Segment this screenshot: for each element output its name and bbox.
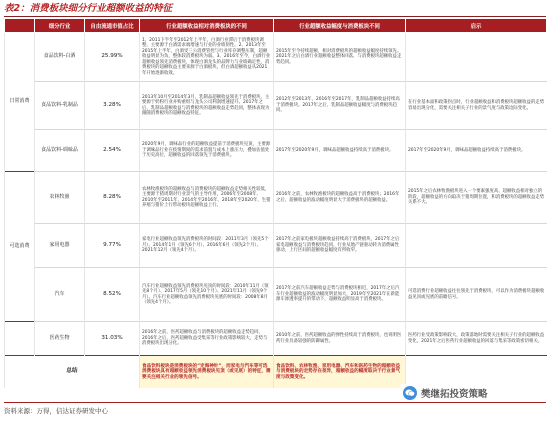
header-insight: 启示 xyxy=(406,19,547,33)
category-cell: 日常消费 xyxy=(5,33,35,172)
table-row xyxy=(5,322,547,356)
excess-diff-cell: 2020年9月，调味品行业的超额收益提前于消费板块见顶，主要源于调味品行业在疫情期间的需求前置与成本上涨压力，叠加估值处于历史高位，超额收益的回落领先于消费板块。 xyxy=(140,130,274,172)
excess-diff-cell: 农林牧渔板块的超额收益与消费板块的超额收益走势相关性较低，主要源于猪周期对行业景气的主导作用，2006年至2008年、2010年至2011年、2014年至2016年、2018年至2020年，生猪养殖与猪价上行带动板块超额收益上行。 xyxy=(140,172,274,224)
sub-industry-cell: 汽车 xyxy=(35,268,85,322)
sub-industry-cell: 家用电器 xyxy=(35,224,85,268)
header-excess-magnitude: 行业超额收益幅度与消费板块不同 xyxy=(274,19,406,33)
table-row xyxy=(5,33,547,82)
insight-cell: 在行业基本面和政策拐点时，行业超额收益和消费板块超额收益的走势容易出现分化，需要关注相关子行业的景气度与政策边际变化。 xyxy=(406,82,547,130)
sub-industry-cell: 食品饮料-白酒 xyxy=(35,33,85,82)
excess-magnitude-cell: 2017年至2020年9月，调味品超额收益持续高于消费板块。 xyxy=(274,130,406,172)
market-cap-share-cell: 8.28% xyxy=(85,172,140,224)
table-row xyxy=(5,82,547,130)
summary-excess-magnitude: 食品饮料、农林牧渔、家用电器、汽车和医药生物的超额收益与消费板块的走势存在差异，超额收益的幅度取决于行业景气度与政策变化。 xyxy=(274,356,406,389)
table-row xyxy=(5,130,547,172)
table-row xyxy=(5,172,547,224)
category-cell: 可选消费 xyxy=(5,172,35,322)
header-market-cap-share: 自由流通市值占比 xyxy=(85,19,140,33)
table-title: 表2：消费板块细分行业超额收益的特征 xyxy=(4,3,173,14)
wechat-logo-icon xyxy=(403,386,417,400)
table-row xyxy=(5,224,547,268)
excess-magnitude-cell: 2017年之前汽车超额收益走势与消费板块相近，2017年之后汽车行业超额收益的波动幅度明显加大，2019年至2021年在新能源车渗透率提升的带动下，超额收益明显高于消费板块。 xyxy=(274,268,406,322)
insight-cell xyxy=(406,224,547,268)
market-cap-share-cell: 31.03% xyxy=(85,322,140,356)
table-row xyxy=(5,268,547,322)
header-category xyxy=(5,19,35,33)
excess-diff-cell: 1、2011下半年至2012年上半年，白酒行业滞后于消费板块调整，主要源于白酒需求端增速与行业的业绩韧性。2、2013年至2015年上半年，白酒受三公消费管控与行业库存调整压制，超额收益明显为负，整体较消费板块为弱。3、2016年至今，白酒行业超额收益领先消费板块，体现白酒龙头的品牌力与业绩确定性，消费板块的超额收益主要来源于白酒板块，但白酒超额收益从2021年开始逐渐收敛。 xyxy=(140,33,274,82)
market-cap-share-cell: 8.52% xyxy=(85,268,140,322)
summary-excess-diff: 食品饮料板块是消费板块的“定海神针”，而家电与汽车等可选消费板块具有超额收益领先消费板块见顶（或见底）的特征，需要关注相关行业的领先信号。 xyxy=(140,356,274,389)
watermark xyxy=(400,384,491,402)
source-note: 资料来源：万得，信达证券研发中心 xyxy=(4,407,108,415)
excess-diff-cell: 家电行业超额收益领先消费板块的时间段：2011年3月（领先5个月）、2014年1月（领先6个月）、2016年6月（领先2个月）、2021年12月（领先4个月）。 xyxy=(140,224,274,268)
table-title-bar xyxy=(4,2,546,17)
insight-cell: 2017年至2020年9月，调味品超额收益持续高于消费板块。 xyxy=(406,130,547,172)
sub-industry-cell: 医药生物 xyxy=(35,322,85,356)
category-cell xyxy=(5,322,35,356)
excess-magnitude-cell: 2012年至2013年，2016年至2017年，乳制品超额收益持续高于消费板块。2017年之后，乳制品超额收益幅度与消费板块趋同。 xyxy=(274,82,406,130)
sub-industry-cell: 农林牧渔 xyxy=(35,172,85,224)
excess-magnitude-cell: 2010年之前，医药超额收益的弹性持续高于消费板块，也说明医药行业具备较强的防御属性。 xyxy=(274,322,406,356)
market-cap-share-cell: 25.99% xyxy=(85,33,140,82)
header-excess-diff: 行业超额收益相对消费板块的不同 xyxy=(140,19,274,33)
table-bottom-rule xyxy=(4,402,546,403)
watermark-text: 樊继拓投资策略 xyxy=(421,389,488,400)
summary-label: 总结 xyxy=(5,356,140,389)
excess-diff-cell: 2013年10月至2014年3月，乳制品超额收益领先于消费板块，主要源于奶粉行业并购重组与龙头公司利润增速提升。2017年之后，乳制品超额收益与消费板块的超额收益走势趋同，整体表现为跟随消费板块的超额收益特征。 xyxy=(140,82,274,130)
market-cap-share-cell: 2.54% xyxy=(85,130,140,172)
excess-magnitude-cell: 2015年至今持续超额，相对消费板块的超额收益幅度持续领先。2021年之后白酒行业超额收益整体回落，与消费板块超额收益走势趋同。 xyxy=(274,33,406,82)
market-cap-share-cell: 3.28% xyxy=(85,82,140,130)
excess-magnitude-cell: 2017年之前家电板块超额收益持续高于消费板块，2017年之后家电超额收益与消费板块趋同，行业从地产链驱动转为消费属性驱动，上行区间的超额收益幅度有所收窄。 xyxy=(274,224,406,268)
market-cap-share-cell: 9.77% xyxy=(85,224,140,268)
header-row xyxy=(5,19,547,33)
sector-excess-return-table xyxy=(4,18,547,388)
sub-industry-cell: 食品饮料-乳制品 xyxy=(35,82,85,130)
sub-industry-cell: 食品饮料-调味品 xyxy=(35,130,85,172)
excess-magnitude-cell: 2016年之前，农林牧渔板块的超额收益高于消费板块；2016年之后，超额收益的波动幅度明显大于消费板块的超额收益。 xyxy=(274,172,406,224)
insight-cell: 2015年之后农林牧渔板块进入一个要素强度高、超额收益相对独立的阶段，超额收益的方向取决于猪周期位置，和消费板块的超额收益走势关系不大。 xyxy=(406,172,547,224)
insight-cell: 医药行业受政策影响较大，政策落地时需要关注相关子行业的超额收益变化，2021年之后医药行业超额收益的回落与集采等政策密切相关。 xyxy=(406,322,547,356)
insight-cell xyxy=(406,33,547,82)
header-sub-industry: 细分行业 xyxy=(35,19,85,33)
excess-diff-cell: 汽车行业超额收益领先消费板块见顶的时间段：2010年11月（领先8个月）、2017年5月（领先10个月）、2021年11月（领先9个月）。汽车行业超额收益领先消费板块见底的时间段：2008年8月（领先4个月）。 xyxy=(140,268,274,322)
insight-cell: 可选消费行业超额收益往往领先于消费板块，可以作为消费板块超额收益见顶或见底的前瞻信号。 xyxy=(406,268,547,322)
excess-diff-cell: 2016年之前，医药超额收益与消费板块的超额收益走势趋同，2016年之后，医药超额收益受集采等行业政策影响较大，走势与消费板块出现分化。 xyxy=(140,322,274,356)
